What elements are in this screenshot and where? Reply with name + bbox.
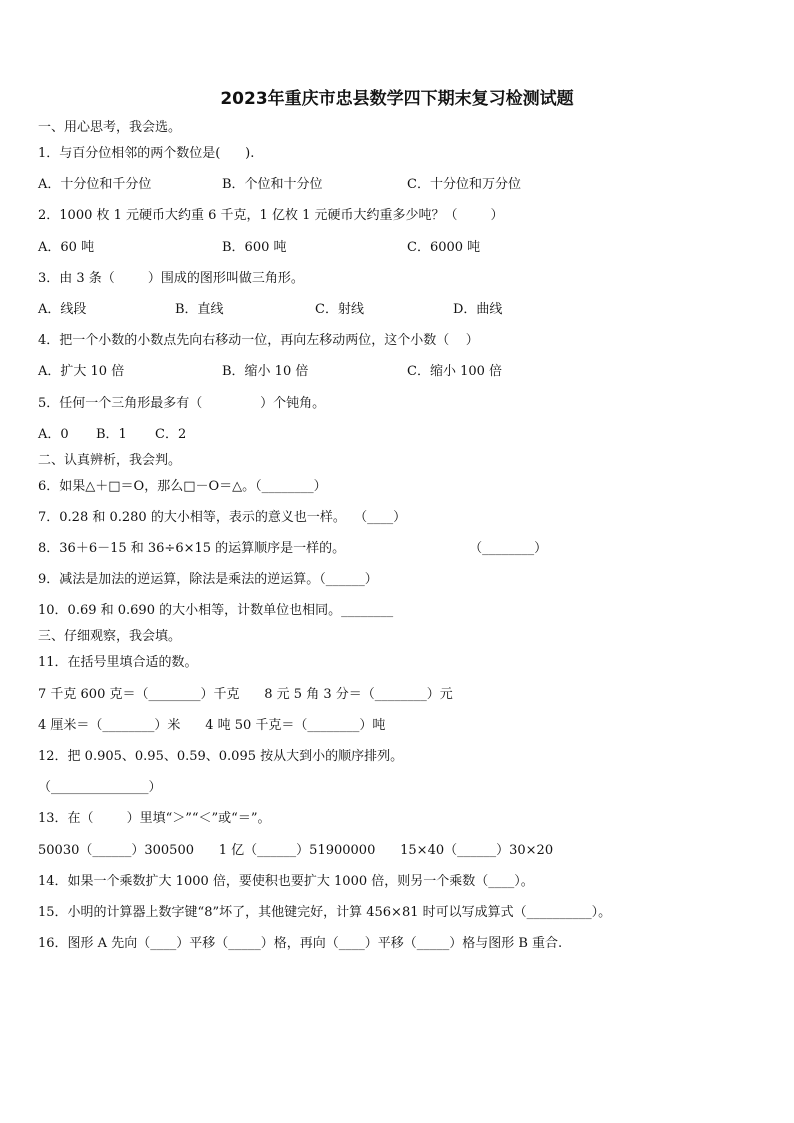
question-4: 4．把一个小数的小数点先向右移动一位，再向左移动两位，这个小数（ ） [38, 333, 479, 348]
question-9: 9．减法是加法的逆运算，除法是乘法的逆运算。（______） [38, 572, 378, 587]
question-14: 14．如果一个乘数扩大 1000 倍，要使积也要扩大 1000 倍，则另一个乘数（____）。 [38, 874, 534, 889]
q5-option-a: A．0 [38, 427, 69, 442]
question-3: 3．由 3 条（ ）围成的图形叫做三角形。 [38, 271, 304, 286]
question-6: 6．如果△＋□＝O，那么□－O＝△。（________） [38, 479, 327, 494]
question-12: 12．把 0.905、0.95、0.59、0.095 按从大到小的顺序排列。 [38, 749, 404, 764]
question-11: 11．在括号里填合适的数。 [38, 655, 198, 670]
q4-option-c: C．缩小 100 倍 [407, 364, 503, 379]
question-13: 13．在（ ）里填“＞”“＜”或“＝”。 [38, 811, 271, 826]
question-11-row-1: 7 千克 600 克＝（________）千克 8 元 5 角 3 分＝（________）元 [38, 687, 453, 702]
q2-option-c: C．6000 吨 [407, 240, 481, 255]
q4-option-a: A．扩大 10 倍 [38, 364, 125, 379]
question-8: 8．36＋6－15 和 36÷6×15 的运算顺序是一样的。 （________） [38, 541, 548, 556]
question-16: 16．图形 A 先向（____）平移（_____）格，再向（____）平移（_____）格与图形 B 重合. [38, 936, 563, 951]
section-heading-judge: 二、认真辨析，我会判。 [38, 453, 182, 468]
q3-option-d: D．曲线 [453, 302, 503, 317]
question-5: 5．任何一个三角形最多有（ ）个钝角。 [38, 396, 326, 411]
q1-option-b: B．个位和十分位 [222, 177, 323, 192]
q3-option-c: C．射线 [315, 302, 364, 317]
q2-option-b: B．600 吨 [222, 240, 287, 255]
section-heading-choice: 一、用心思考，我会选。 [38, 120, 182, 135]
question-7: 7．0.28 和 0.280 的大小相等，表示的意义也一样。 （____） [38, 510, 407, 525]
q4-option-b: B．缩小 10 倍 [222, 364, 309, 379]
q3-option-b: B．直线 [175, 302, 224, 317]
q2-option-a: A．60 吨 [38, 240, 95, 255]
question-13-row: 50030（______）300500 1 亿（______）51900000 15×40（______）30×20 [38, 843, 554, 858]
section-heading-fill: 三、仔细观察，我会填。 [38, 629, 182, 644]
q1-option-c: C．十分位和万分位 [407, 177, 521, 192]
question-10: 10．0.69 和 0.690 的大小相等，计数单位也相同。________ [38, 603, 394, 618]
q5-option-c: C．2 [155, 427, 187, 442]
q5-option-b: B．1 [96, 427, 127, 442]
question-15: 15．小明的计算器上数字键“8”坏了，其他键完好，计算 456×81 时可以写成算式（__________）。 [38, 905, 612, 920]
q1-option-a: A．十分位和千分位 [38, 177, 152, 192]
question-12-blank: （_______________） [38, 780, 162, 795]
question-11-row-2: 4 厘米＝（________）米 4 吨 50 千克＝（________）吨 [38, 718, 386, 733]
q3-option-a: A．线段 [38, 302, 87, 317]
question-2: 2．1000 枚 1 元硬币大约重 6 千克，1 亿枚 1 元硬币大约重多少吨？（ ） [38, 208, 504, 223]
question-1: 1．与百分位相邻的两个数位是( ). [38, 146, 255, 161]
page-title: 2023年重庆市忠县数学四下期末复习检测试题 [220, 89, 574, 109]
